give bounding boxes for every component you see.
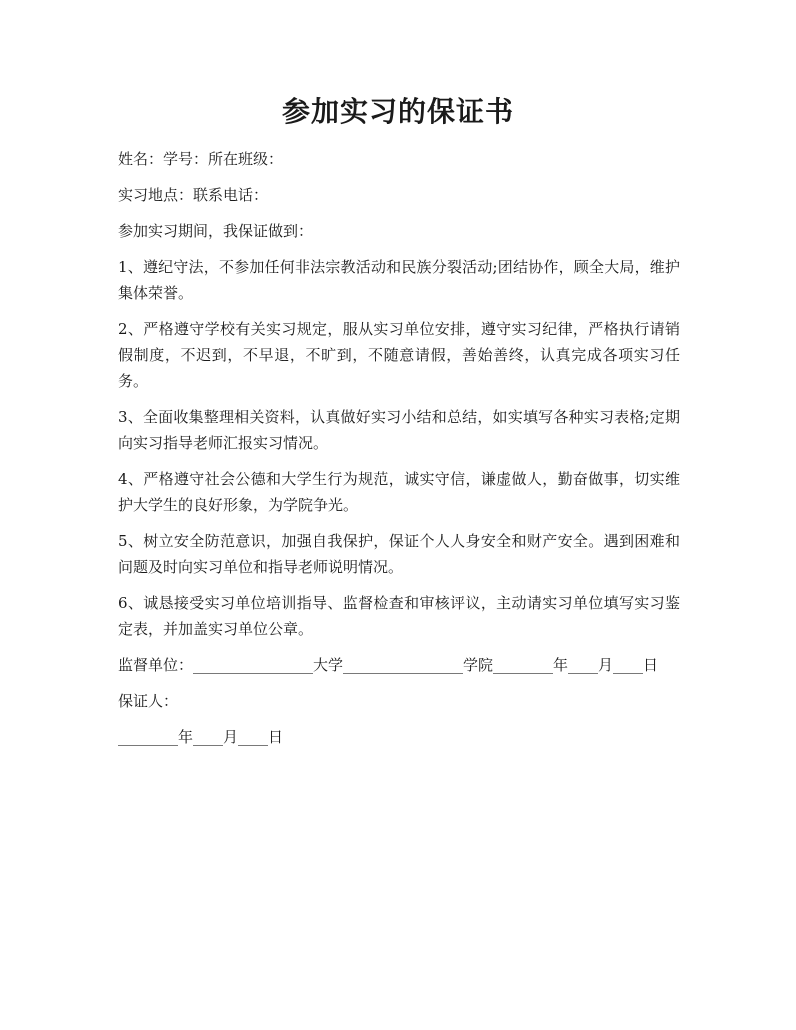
pledge-item-4: 4、严格遵守社会公德和大学生行为规范，诚实守信，谦虚做人，勤奋做事，切实维护大学生的良好形象，为学院争光。: [118, 470, 680, 514]
date-line: ________年____月____日: [118, 728, 284, 746]
pledge-item-1: 1、遵纪守法，不参加任何非法宗教活动和民族分裂活动;团结协作，顾全大局，维护集体荣誉。: [118, 258, 680, 302]
pledge-item-6: 6、诚恳接受实习单位培训指导、监督检查和审核评议，主动请实习单位填写实习鉴定表，并加盖实习单位公章。: [118, 594, 680, 638]
student-info-line: 姓名：学号：所在班级：: [118, 150, 284, 168]
pledge-item-2: 2、严格遵守学校有关实习规定，服从实习单位安排，遵守实习纪律，严格执行请销假制度，不迟到，不早退，不旷到，不随意请假，善始善终，认真完成各项实习任务。: [118, 320, 680, 390]
document-body: [118, 146, 680, 760]
pledge-item-5: 5、树立安全防范意识，加强自我保护，保证个人人身安全和财产安全。遇到困难和问题及时向实习单位和指导老师说明情况。: [118, 532, 680, 576]
internship-info-line: 实习地点：联系电话：: [118, 186, 269, 204]
document-title: 参加实习的保证书: [281, 95, 514, 128]
guarantor-label: 保证人：: [118, 692, 179, 710]
pledge-intro: 参加实习期间，我保证做到：: [118, 222, 314, 240]
supervisor-line: 监督单位：________________大学________________学院________年____月____日: [118, 656, 659, 674]
pledge-item-3: 3、全面收集整理相关资料，认真做好实习小结和总结，如实填写各种实习表格;定期向实习指导老师汇报实习情况。: [118, 408, 680, 452]
